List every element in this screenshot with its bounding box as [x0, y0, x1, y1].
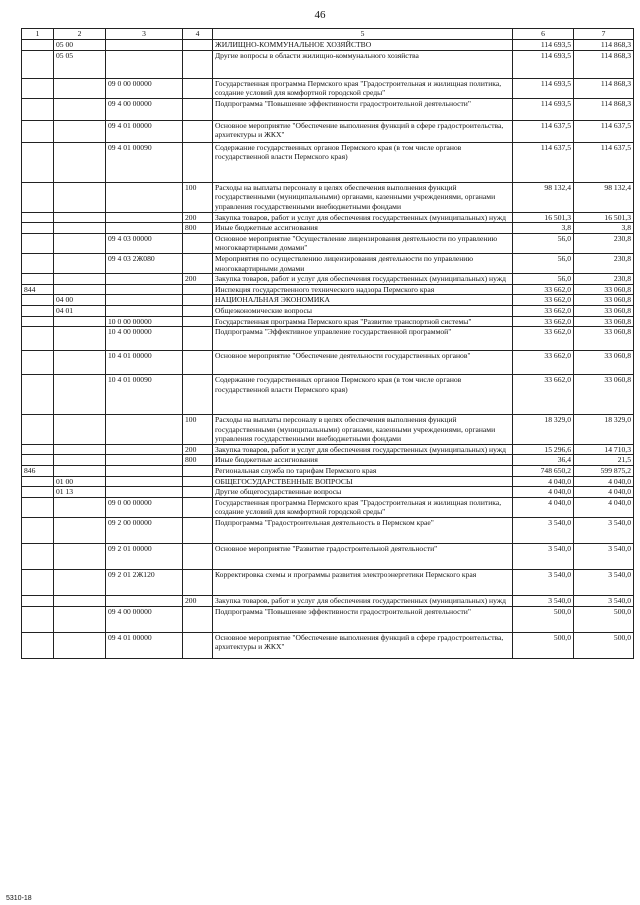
cell-section-code: 01 13: [54, 487, 106, 498]
cell-description: Государственная программа Пермского края "Развитие транспортной системы": [213, 316, 513, 327]
cell-admin-code: [22, 316, 54, 327]
cell-expense-type: [183, 497, 213, 517]
cell-expense-type: [183, 351, 213, 375]
table-row: [22, 274, 634, 285]
cell-target-code: 09 0 00 00000: [106, 78, 183, 98]
cell-amount-year-2: 3 540,0: [574, 544, 634, 570]
document-code: 5310-18: [6, 895, 32, 902]
cell-amount-year-2: 33 060,8: [574, 327, 634, 351]
cell-expense-type: [183, 466, 213, 477]
cell-amount-year-1: 500,0: [513, 632, 574, 658]
cell-admin-code: [22, 212, 54, 223]
cell-section-code: [54, 415, 106, 445]
cell-amount-year-2: 4 040,0: [574, 497, 634, 517]
table-row: [22, 476, 634, 487]
cell-section-code: [54, 596, 106, 607]
cell-section-code: [54, 455, 106, 466]
cell-amount-year-2: 98 132,4: [574, 182, 634, 212]
cell-amount-year-1: 500,0: [513, 606, 574, 632]
cell-expense-type: [183, 476, 213, 487]
cell-description: Общеэкономические вопросы: [213, 305, 513, 316]
table-row: [22, 518, 634, 544]
cell-amount-year-2: 4 040,0: [574, 487, 634, 498]
cell-section-code: 04 00: [54, 295, 106, 306]
cell-amount-year-1: 4 040,0: [513, 476, 574, 487]
cell-amount-year-1: 33 662,0: [513, 351, 574, 375]
cell-admin-code: [22, 305, 54, 316]
cell-expense-type: [183, 487, 213, 498]
cell-section-code: 05 05: [54, 50, 106, 78]
cell-amount-year-2: 114 868,3: [574, 78, 634, 98]
cell-admin-code: [22, 253, 54, 273]
table-row: [22, 40, 634, 51]
cell-amount-year-2: 114 637,5: [574, 120, 634, 142]
table-row: [22, 544, 634, 570]
page-number: 46: [314, 9, 326, 21]
cell-amount-year-2: 599 875,2: [574, 466, 634, 477]
cell-description: Содержание государственных органов Пермского края (в том числе органов государственной власти Пермского края): [213, 142, 513, 182]
cell-description: Содержание государственных органов Пермского края (в том числе органов государственной власти Пермского края): [213, 375, 513, 415]
column-header: 7: [574, 29, 634, 40]
cell-expense-type: [183, 295, 213, 306]
table-row: [22, 570, 634, 596]
cell-section-code: [54, 274, 106, 285]
table-row: [22, 305, 634, 316]
column-header: 4: [183, 29, 213, 40]
cell-admin-code: [22, 78, 54, 98]
cell-description: Государственная программа Пермского края "Градостроительная и жилищная политика, создание условий для комфортной городской среды": [213, 497, 513, 517]
cell-description: Иные бюджетные ассигнования: [213, 455, 513, 466]
cell-admin-code: [22, 223, 54, 234]
cell-amount-year-1: 4 040,0: [513, 487, 574, 498]
cell-expense-type: [183, 284, 213, 295]
cell-amount-year-1: 56,0: [513, 233, 574, 253]
cell-admin-code: [22, 351, 54, 375]
cell-admin-code: [22, 455, 54, 466]
cell-expense-type: [183, 253, 213, 273]
cell-expense-type: [183, 40, 213, 51]
cell-description: НАЦИОНАЛЬНАЯ ЭКОНОМИКА: [213, 295, 513, 306]
table-row: [22, 316, 634, 327]
cell-admin-code: [22, 40, 54, 51]
cell-amount-year-1: 3 540,0: [513, 544, 574, 570]
cell-amount-year-1: 18 329,0: [513, 415, 574, 445]
cell-amount-year-1: 114 693,5: [513, 50, 574, 78]
column-header: 2: [54, 29, 106, 40]
cell-expense-type: [183, 50, 213, 78]
cell-target-code: 10 0 00 00000: [106, 316, 183, 327]
column-header: 5: [213, 29, 513, 40]
table-row: [22, 295, 634, 306]
cell-amount-year-2: 21,5: [574, 455, 634, 466]
cell-expense-type: [183, 233, 213, 253]
cell-description: Основное мероприятие "Развитие градостроительной деятельности": [213, 544, 513, 570]
cell-target-code: [106, 284, 183, 295]
cell-target-code: [106, 466, 183, 477]
cell-target-code: [106, 305, 183, 316]
cell-target-code: 10 4 01 00090: [106, 375, 183, 415]
table-row: [22, 487, 634, 498]
table-row: [22, 253, 634, 273]
cell-section-code: [54, 316, 106, 327]
cell-admin-code: [22, 274, 54, 285]
cell-amount-year-2: 500,0: [574, 632, 634, 658]
cell-target-code: [106, 274, 183, 285]
cell-admin-code: [22, 570, 54, 596]
cell-description: Закупка товаров, работ и услуг для обеспечения государственных (муниципальных) нужд: [213, 596, 513, 607]
cell-section-code: [54, 375, 106, 415]
table-row: [22, 415, 634, 445]
cell-section-code: [54, 466, 106, 477]
cell-description: Расходы на выплаты персоналу в целях обеспечения выполнения функций государственными (муниципальными) органами, казенными учреждениями, органами управления государственными внебюджетными фондами: [213, 182, 513, 212]
cell-amount-year-1: 3 540,0: [513, 570, 574, 596]
cell-amount-year-1: 15 296,6: [513, 444, 574, 455]
cell-amount-year-2: 33 060,8: [574, 316, 634, 327]
cell-admin-code: 844: [22, 284, 54, 295]
cell-target-code: [106, 415, 183, 445]
cell-target-code: 09 4 01 00000: [106, 632, 183, 658]
cell-admin-code: [22, 596, 54, 607]
cell-amount-year-1: 16 501,3: [513, 212, 574, 223]
cell-expense-type: 800: [183, 223, 213, 234]
table-row: [22, 455, 634, 466]
cell-description: Другие общегосударственные вопросы: [213, 487, 513, 498]
cell-section-code: [54, 253, 106, 273]
table-row: [22, 596, 634, 607]
cell-expense-type: [183, 316, 213, 327]
cell-description: ОБЩЕГОСУДАРСТВЕННЫЕ ВОПРОСЫ: [213, 476, 513, 487]
cell-admin-code: [22, 120, 54, 142]
cell-target-code: 09 2 01 2Ж120: [106, 570, 183, 596]
cell-expense-type: 100: [183, 415, 213, 445]
cell-amount-year-1: 114 693,5: [513, 98, 574, 120]
cell-description: Закупка товаров, работ и услуг для обеспечения государственных (муниципальных) нужд: [213, 444, 513, 455]
table-row: [22, 142, 634, 182]
cell-description: Основное мероприятие "Обеспечение выполнения функций в сфере градостроительства, архитектуры и ЖКХ": [213, 632, 513, 658]
cell-admin-code: [22, 444, 54, 455]
cell-admin-code: [22, 233, 54, 253]
cell-amount-year-2: 114 868,3: [574, 98, 634, 120]
cell-admin-code: [22, 487, 54, 498]
cell-description: Подпрограмма "Повышение эффективности градостроительной деятельности": [213, 606, 513, 632]
cell-target-code: 09 2 00 00000: [106, 518, 183, 544]
cell-section-code: [54, 142, 106, 182]
cell-admin-code: [22, 327, 54, 351]
cell-amount-year-1: 114 693,5: [513, 78, 574, 98]
cell-target-code: [106, 487, 183, 498]
cell-amount-year-2: 3 540,0: [574, 570, 634, 596]
cell-target-code: 09 4 03 00000: [106, 233, 183, 253]
cell-amount-year-2: 33 060,8: [574, 375, 634, 415]
cell-section-code: [54, 518, 106, 544]
cell-expense-type: [183, 78, 213, 98]
cell-description: Расходы на выплаты персоналу в целях обеспечения выполнения функций государственными (муниципальными) органами, казенными учреждениями, органами управления государственными внебюджетными фондами: [213, 415, 513, 445]
cell-admin-code: [22, 497, 54, 517]
cell-admin-code: [22, 606, 54, 632]
cell-amount-year-1: 4 040,0: [513, 497, 574, 517]
cell-amount-year-1: 33 662,0: [513, 295, 574, 306]
cell-expense-type: [183, 142, 213, 182]
cell-amount-year-2: 33 060,8: [574, 305, 634, 316]
cell-amount-year-2: 16 501,3: [574, 212, 634, 223]
cell-expense-type: [183, 544, 213, 570]
cell-target-code: 10 4 01 00000: [106, 351, 183, 375]
cell-target-code: 09 4 00 00000: [106, 98, 183, 120]
cell-admin-code: [22, 544, 54, 570]
cell-admin-code: [22, 375, 54, 415]
cell-section-code: [54, 98, 106, 120]
table-row: [22, 223, 634, 234]
cell-expense-type: 200: [183, 274, 213, 285]
table-body: [22, 40, 634, 659]
table-row: [22, 466, 634, 477]
cell-target-code: [106, 182, 183, 212]
table-row: [22, 327, 634, 351]
cell-target-code: [106, 444, 183, 455]
cell-section-code: 05 00: [54, 40, 106, 51]
cell-expense-type: 100: [183, 182, 213, 212]
cell-section-code: [54, 570, 106, 596]
cell-description: Мероприятия по осуществлению лицензирования деятельности по управлению многоквартирными домами: [213, 253, 513, 273]
cell-expense-type: [183, 98, 213, 120]
table-row: [22, 351, 634, 375]
cell-description: Иные бюджетные ассигнования: [213, 223, 513, 234]
cell-section-code: [54, 284, 106, 295]
cell-amount-year-1: 114 637,5: [513, 142, 574, 182]
cell-target-code: 09 4 01 00000: [106, 120, 183, 142]
column-header: 6: [513, 29, 574, 40]
cell-expense-type: [183, 518, 213, 544]
cell-target-code: [106, 455, 183, 466]
cell-admin-code: [22, 476, 54, 487]
cell-description: Государственная программа Пермского края "Градостроительная и жилищная политика, создание условий для комфортной городской среды": [213, 78, 513, 98]
cell-amount-year-2: 3 540,0: [574, 596, 634, 607]
cell-amount-year-1: 33 662,0: [513, 375, 574, 415]
cell-section-code: 01 00: [54, 476, 106, 487]
cell-target-code: [106, 476, 183, 487]
cell-admin-code: [22, 142, 54, 182]
table-row: [22, 78, 634, 98]
cell-amount-year-1: 33 662,0: [513, 305, 574, 316]
cell-description: Региональная служба по тарифам Пермского края: [213, 466, 513, 477]
cell-admin-code: [22, 98, 54, 120]
cell-expense-type: 200: [183, 444, 213, 455]
table-row: [22, 233, 634, 253]
cell-amount-year-1: 33 662,0: [513, 284, 574, 295]
cell-description: Другие вопросы в области жилищно-коммунального хозяйства: [213, 50, 513, 78]
cell-amount-year-1: 56,0: [513, 274, 574, 285]
cell-amount-year-1: 33 662,0: [513, 327, 574, 351]
cell-admin-code: [22, 632, 54, 658]
cell-amount-year-2: 14 710,3: [574, 444, 634, 455]
cell-target-code: 09 2 01 00000: [106, 544, 183, 570]
cell-description: Корректировка схемы и программы развития электроэнергетики Пермского края: [213, 570, 513, 596]
cell-admin-code: [22, 518, 54, 544]
cell-section-code: [54, 497, 106, 517]
cell-amount-year-1: 33 662,0: [513, 316, 574, 327]
cell-section-code: [54, 182, 106, 212]
cell-target-code: [106, 596, 183, 607]
cell-section-code: [54, 444, 106, 455]
cell-section-code: 04 01: [54, 305, 106, 316]
cell-target-code: 09 0 00 00000: [106, 497, 183, 517]
cell-target-code: [106, 212, 183, 223]
table-row: [22, 98, 634, 120]
cell-section-code: [54, 351, 106, 375]
cell-description: Основное мероприятие "Осуществление лицензирования деятельности по управлению многоквартирными домами": [213, 233, 513, 253]
cell-amount-year-1: 114 693,5: [513, 40, 574, 51]
table-row: [22, 284, 634, 295]
budget-table: [21, 28, 634, 659]
cell-description: Инспекция государственного технического надзора Пермского края: [213, 284, 513, 295]
cell-admin-code: 846: [22, 466, 54, 477]
cell-section-code: [54, 223, 106, 234]
cell-amount-year-1: 56,0: [513, 253, 574, 273]
cell-description: Подпрограмма "Градостроительная деятельность в Пермском крае": [213, 518, 513, 544]
cell-amount-year-2: 33 060,8: [574, 351, 634, 375]
cell-amount-year-2: 230,8: [574, 253, 634, 273]
cell-description: Закупка товаров, работ и услуг для обеспечения государственных (муниципальных) нужд: [213, 212, 513, 223]
cell-expense-type: [183, 570, 213, 596]
cell-section-code: [54, 544, 106, 570]
table-row: [22, 444, 634, 455]
cell-description: Подпрограмма "Эффективное управление государственной программой": [213, 327, 513, 351]
cell-description: Основное мероприятие "Обеспечение деятельности государственных органов": [213, 351, 513, 375]
cell-target-code: 09 4 00 00000: [106, 606, 183, 632]
cell-target-code: [106, 223, 183, 234]
cell-expense-type: [183, 375, 213, 415]
cell-description: ЖИЛИЩНО-КОММУНАЛЬНОЕ ХОЗЯЙСТВО: [213, 40, 513, 51]
cell-section-code: [54, 212, 106, 223]
table-row: [22, 120, 634, 142]
cell-amount-year-2: 114 868,3: [574, 50, 634, 78]
cell-expense-type: 200: [183, 212, 213, 223]
cell-amount-year-2: 33 060,8: [574, 284, 634, 295]
table-row: [22, 632, 634, 658]
cell-amount-year-2: 114 637,5: [574, 142, 634, 182]
column-header: 1: [22, 29, 54, 40]
cell-expense-type: [183, 632, 213, 658]
cell-section-code: [54, 632, 106, 658]
cell-expense-type: [183, 606, 213, 632]
column-number-row: [22, 29, 634, 40]
cell-amount-year-1: 3,8: [513, 223, 574, 234]
cell-amount-year-2: 230,8: [574, 274, 634, 285]
cell-admin-code: [22, 50, 54, 78]
cell-amount-year-1: 748 650,2: [513, 466, 574, 477]
cell-section-code: [54, 606, 106, 632]
cell-section-code: [54, 233, 106, 253]
column-header: 3: [106, 29, 183, 40]
cell-amount-year-1: 114 637,5: [513, 120, 574, 142]
cell-target-code: [106, 40, 183, 51]
cell-amount-year-2: 3 540,0: [574, 518, 634, 544]
cell-expense-type: [183, 120, 213, 142]
cell-amount-year-1: 3 540,0: [513, 596, 574, 607]
cell-target-code: 09 4 01 00090: [106, 142, 183, 182]
cell-admin-code: [22, 295, 54, 306]
cell-target-code: 09 4 03 2Ж080: [106, 253, 183, 273]
cell-expense-type: [183, 305, 213, 316]
cell-amount-year-1: 98 132,4: [513, 182, 574, 212]
cell-amount-year-2: 3,8: [574, 223, 634, 234]
cell-target-code: [106, 50, 183, 78]
cell-amount-year-2: 33 060,8: [574, 295, 634, 306]
cell-section-code: [54, 78, 106, 98]
cell-amount-year-2: 4 040,0: [574, 476, 634, 487]
cell-section-code: [54, 327, 106, 351]
cell-expense-type: [183, 327, 213, 351]
cell-target-code: 10 4 00 00000: [106, 327, 183, 351]
cell-admin-code: [22, 415, 54, 445]
cell-target-code: [106, 295, 183, 306]
cell-amount-year-2: 18 329,0: [574, 415, 634, 445]
cell-description: Основное мероприятие "Обеспечение выполнения функций в сфере градостроительства, архитектуры и ЖКХ": [213, 120, 513, 142]
cell-expense-type: 800: [183, 455, 213, 466]
cell-amount-year-1: 3 540,0: [513, 518, 574, 544]
table-row: [22, 212, 634, 223]
table-row: [22, 50, 634, 78]
table-row: [22, 606, 634, 632]
cell-description: Подпрограмма "Повышение эффективности градостроительной деятельности": [213, 98, 513, 120]
cell-amount-year-2: 114 868,3: [574, 40, 634, 51]
cell-amount-year-2: 230,8: [574, 233, 634, 253]
cell-expense-type: 200: [183, 596, 213, 607]
table-row: [22, 182, 634, 212]
cell-amount-year-2: 500,0: [574, 606, 634, 632]
table-row: [22, 375, 634, 415]
cell-admin-code: [22, 182, 54, 212]
cell-description: Закупка товаров, работ и услуг для обеспечения государственных (муниципальных) нужд: [213, 274, 513, 285]
table-row: [22, 497, 634, 517]
cell-amount-year-1: 36,4: [513, 455, 574, 466]
cell-section-code: [54, 120, 106, 142]
